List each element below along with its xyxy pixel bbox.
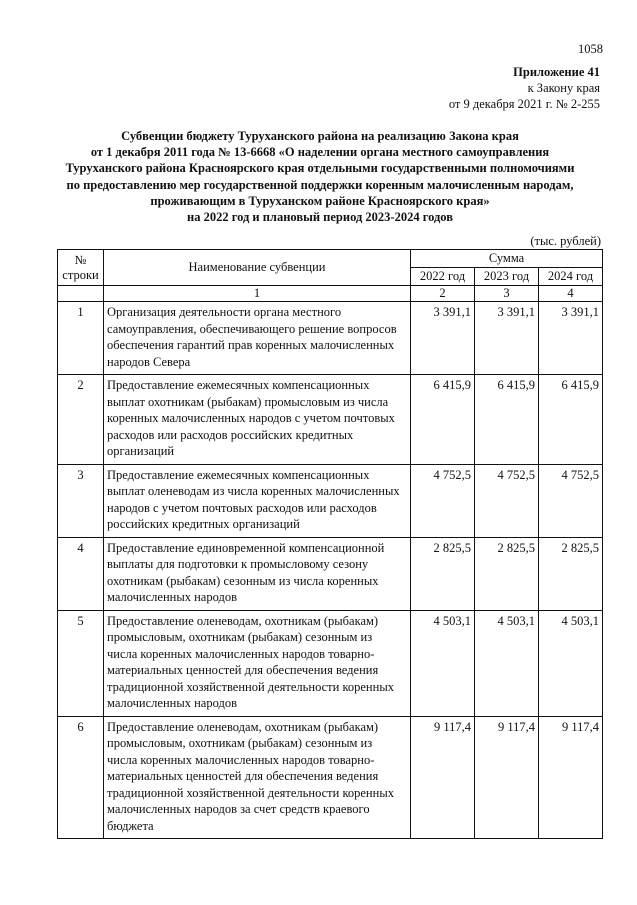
header-subvention-name: Наименование субвенции: [104, 250, 411, 286]
name-line: малочисленных народов: [107, 696, 237, 710]
subvention-name: [104, 610, 411, 716]
column-index: 4: [539, 286, 603, 302]
name-line: самоуправления, обеспечивающего решение вопросов: [107, 321, 397, 336]
row-number: 1: [58, 302, 104, 375]
name-line: промысловым, охотникам (рыбакам) сезонным из: [107, 630, 373, 644]
name-line: выплат оленеводам из числа коренных малочисленных: [107, 484, 400, 498]
name-line: числа коренных малочисленных народов товарно-: [107, 646, 375, 661]
heading-line: Туруханского района Красноярского края отдельными государственными полномочиями: [65, 161, 575, 176]
table-row: [58, 610, 603, 716]
amount-2022: 3 391,1: [411, 302, 475, 375]
header-row-number: [58, 250, 104, 286]
document-heading: [30, 128, 610, 225]
table-row: [58, 716, 603, 839]
name-line: охотникам (рыбакам) сезонным из числа коренных: [107, 573, 379, 588]
name-line: Предоставление ежемесячных компенсационных: [107, 378, 370, 392]
subventions-table: [57, 249, 603, 839]
appendix-reference: [449, 64, 600, 112]
name-line: Предоставление единовременной компенсационной: [107, 540, 385, 555]
subvention-name: [104, 537, 411, 610]
row-number: 2: [58, 375, 104, 465]
amount-2024: 3 391,1: [539, 302, 603, 375]
appendix-title: Приложение 41: [513, 65, 600, 79]
name-line: Организация деятельности органа местного: [107, 305, 342, 319]
name-line: выплаты для подготовки к промысловому сезону: [107, 557, 369, 571]
amount-2024: 6 415,9: [539, 375, 603, 465]
name-line: традиционной хозяйственной деятельности коренных: [107, 785, 394, 800]
amount-2022: 6 415,9: [411, 375, 475, 465]
name-line: малочисленных народов за счет средств краевого: [107, 802, 370, 816]
amount-2023: 4 503,1: [475, 610, 539, 716]
amount-2022: 9 117,4: [411, 716, 475, 839]
column-index: 3: [475, 286, 539, 302]
amount-2022: 4 752,5: [411, 464, 475, 537]
name-line: малочисленных народов: [107, 590, 237, 604]
amount-2023: 4 752,5: [475, 464, 539, 537]
page-number: 1058: [578, 42, 603, 56]
amount-2024: 2 825,5: [539, 537, 603, 610]
name-line: народов Севера: [107, 354, 191, 369]
name-line: коренных малочисленных народов с учетом почтовых: [107, 411, 395, 425]
heading-line: по предоставлению мер государственной поддержки коренным малочисленным народам,: [66, 177, 574, 192]
amount-2024: 4 752,5: [539, 464, 603, 537]
name-line: бюджета: [107, 818, 154, 833]
header-year-2024: 2024 год: [539, 268, 603, 286]
heading-line: Субвенции бюджету Туруханского района на реализацию Закона края: [121, 129, 519, 143]
appendix-law: к Закону края: [527, 81, 600, 95]
heading-line: от 1 декабря 2011 года № 13-6668 «О наделении органа местного самоуправления: [90, 145, 550, 160]
subvention-name: [104, 464, 411, 537]
name-line: числа коренных малочисленных народов товарно-: [107, 752, 375, 767]
heading-line: на 2022 год и плановый период 2023-2024 годов: [187, 210, 453, 225]
name-line: Предоставление оленеводам, охотникам (рыбакам): [107, 613, 379, 628]
heading-line: проживающим в Туруханском районе Красноярского края»: [150, 193, 490, 208]
name-line: расходов или расходов российских кредитных: [107, 427, 354, 442]
row-number: 6: [58, 716, 104, 839]
header-sum: Сумма: [411, 250, 603, 268]
amount-2023: 2 825,5: [475, 537, 539, 610]
table-row: [58, 302, 603, 375]
units-label: (тыс. рублей): [530, 234, 601, 248]
subvention-name: [104, 375, 411, 465]
column-index: [58, 286, 104, 302]
name-line: материальных ценностей для обеспечения ведения: [107, 663, 379, 677]
name-line: Предоставление ежемесячных компенсационных: [107, 467, 370, 482]
name-line: народов с учетом почтовых расходов или расходов: [107, 500, 377, 515]
name-line: традиционной хозяйственной деятельности коренных: [107, 679, 394, 694]
subvention-name: [104, 716, 411, 839]
name-line: материальных ценностей для обеспечения ведения: [107, 769, 379, 783]
name-line: организаций: [107, 444, 175, 458]
name-line: промысловым, охотникам (рыбакам) сезонным из: [107, 736, 373, 750]
amount-2023: 6 415,9: [475, 375, 539, 465]
header-num-symbol: №: [74, 252, 87, 267]
amount-2022: 4 503,1: [411, 610, 475, 716]
name-line: выплат охотникам (рыбакам) промысловым из числа: [107, 394, 389, 409]
amount-2023: 3 391,1: [475, 302, 539, 375]
subvention-name: [104, 302, 411, 375]
table-row: [58, 375, 603, 465]
table-row: [58, 537, 603, 610]
name-line: российских кредитных организаций: [107, 517, 300, 531]
header-year-2023: 2023 год: [475, 268, 539, 286]
row-number: 5: [58, 610, 104, 716]
name-line: обеспечения гарантий прав коренных малочисленных: [107, 338, 395, 352]
amount-2023: 9 117,4: [475, 716, 539, 839]
column-index: 1: [104, 286, 411, 302]
row-number: 3: [58, 464, 104, 537]
table-row: [58, 464, 603, 537]
header-year-2022: 2022 год: [411, 268, 475, 286]
appendix-date-number: от 9 декабря 2021 г. № 2-255: [448, 97, 600, 111]
column-index: 2: [411, 286, 475, 302]
header-num-label: строки: [62, 267, 99, 282]
name-line: Предоставление оленеводам, охотникам (рыбакам): [107, 719, 379, 734]
amount-2024: 9 117,4: [539, 716, 603, 839]
amount-2024: 4 503,1: [539, 610, 603, 716]
amount-2022: 2 825,5: [411, 537, 475, 610]
row-number: 4: [58, 537, 104, 610]
